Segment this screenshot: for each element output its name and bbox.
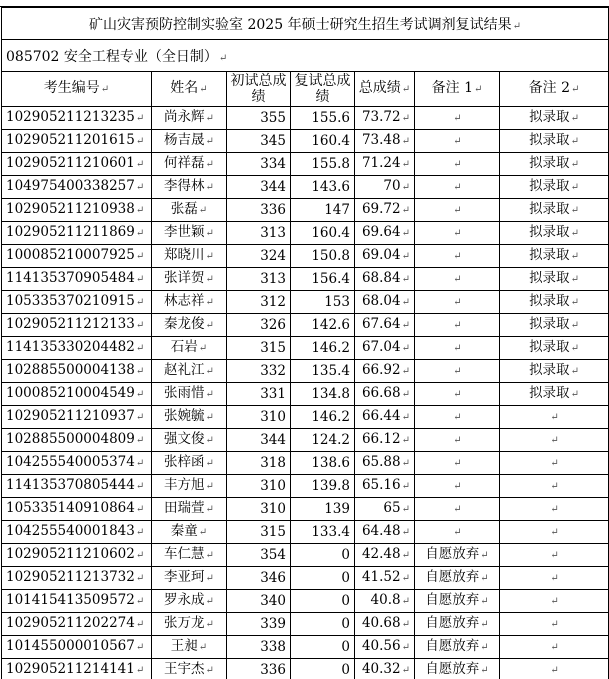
table-row <box>2 613 609 636</box>
cell-note2: 拟录取↵ <box>500 337 609 360</box>
table-row <box>2 130 609 153</box>
cell-initial-score: 346 <box>227 567 291 590</box>
cell-candidate-id: 114135370805444↵ <box>2 475 152 498</box>
cell-note2: 拟录取↵ <box>500 245 609 268</box>
cell-total-score: 65.16↵ <box>355 475 415 498</box>
top-border <box>0 0 609 7</box>
cell-note1: 自愿放弃↵ <box>415 544 500 567</box>
cell-candidate-id: 104255540001843↵ <box>2 521 152 544</box>
cell-initial-score: 344 <box>227 429 291 452</box>
cell-note2: 拟录取↵ <box>500 291 609 314</box>
cell-note2: ↵ <box>500 567 609 590</box>
results-table <box>1 7 609 679</box>
cell-note1: ↵ <box>415 475 500 498</box>
cell-note1: 自愿放弃↵ <box>415 613 500 636</box>
cell-note2: ↵ <box>500 659 609 679</box>
cell-total-score: 66.44↵ <box>355 406 415 429</box>
cell-initial-score: 310 <box>227 475 291 498</box>
table-row <box>2 383 609 406</box>
cell-name: 张雨惜↵ <box>152 383 227 406</box>
cell-retest-score: 134.8 <box>291 383 355 406</box>
cell-name: 杨吉晟↵ <box>152 130 227 153</box>
table-row <box>2 222 609 245</box>
table-row <box>2 406 609 429</box>
cell-total-score: 71.24↵ <box>355 153 415 176</box>
cell-note1: ↵ <box>415 521 500 544</box>
cell-initial-score: 313 <box>227 268 291 291</box>
cell-note2: 拟录取↵ <box>500 199 609 222</box>
cell-note2: ↵ <box>500 590 609 613</box>
cell-candidate-id: 102905211213235↵ <box>2 107 152 130</box>
cell-note2: ↵ <box>500 475 609 498</box>
program-subtitle: 085702 安全工程专业（全日制）↵ <box>2 40 609 72</box>
cell-candidate-id: 102905211214141↵ <box>2 659 152 679</box>
header-name: 姓名↵ <box>152 72 227 107</box>
cell-total-score: 68.84↵ <box>355 268 415 291</box>
cell-candidate-id: 102905211202274↵ <box>2 613 152 636</box>
cell-note2: 拟录取↵ <box>500 268 609 291</box>
cell-total-score: 70↵ <box>355 176 415 199</box>
cell-candidate-id: 104255540005374↵ <box>2 452 152 475</box>
cell-candidate-id: 100085210004549↵ <box>2 383 152 406</box>
cell-retest-score: 156.4 <box>291 268 355 291</box>
cell-name: 丰方旭↵ <box>152 475 227 498</box>
header-note2: 备注 2↵ <box>500 72 609 107</box>
cell-note2: ↵ <box>500 498 609 521</box>
cell-note2: ↵ <box>500 636 609 659</box>
header-retest: 复试总成绩 <box>291 72 355 107</box>
cell-name: 车仁慧↵ <box>152 544 227 567</box>
cell-candidate-id: 102905211213732↵ <box>2 567 152 590</box>
cell-name: 林志祥↵ <box>152 291 227 314</box>
cell-note1: ↵ <box>415 222 500 245</box>
cell-name: 罗永成↵ <box>152 590 227 613</box>
cell-initial-score: 354 <box>227 544 291 567</box>
header-note1: 备注 1↵ <box>415 72 500 107</box>
cell-candidate-id: 102885500004809↵ <box>2 429 152 452</box>
cell-note1: ↵ <box>415 360 500 383</box>
cell-candidate-id: 102905211210937↵ <box>2 406 152 429</box>
cell-total-score: 65.88↵ <box>355 452 415 475</box>
header-row <box>2 72 609 107</box>
cell-total-score: 69.64↵ <box>355 222 415 245</box>
cell-note1: ↵ <box>415 268 500 291</box>
cell-total-score: 67.64↵ <box>355 314 415 337</box>
table-row <box>2 268 609 291</box>
cell-retest-score: 0 <box>291 613 355 636</box>
cell-candidate-id: 105335140910864↵ <box>2 498 152 521</box>
cell-name: 李得林↵ <box>152 176 227 199</box>
cell-retest-score: 124.2 <box>291 429 355 452</box>
cell-candidate-id: 114135330204482↵ <box>2 337 152 360</box>
header-initial: 初试总成绩 <box>227 72 291 107</box>
cell-note1: ↵ <box>415 176 500 199</box>
cell-initial-score: 344 <box>227 176 291 199</box>
cell-note2: 拟录取↵ <box>500 360 609 383</box>
cell-initial-score: 345 <box>227 130 291 153</box>
table-row <box>2 659 609 679</box>
cell-note2: 拟录取↵ <box>500 153 609 176</box>
table-row <box>2 475 609 498</box>
cell-initial-score: 332 <box>227 360 291 383</box>
cell-retest-score: 147 <box>291 199 355 222</box>
table-row <box>2 314 609 337</box>
cell-total-score: 40.8↵ <box>355 590 415 613</box>
cell-retest-score: 133.4 <box>291 521 355 544</box>
cell-retest-score: 143.6 <box>291 176 355 199</box>
cell-candidate-id: 102905211210938↵ <box>2 199 152 222</box>
cell-initial-score: 336 <box>227 199 291 222</box>
cell-name: 张详贺↵ <box>152 268 227 291</box>
table-row <box>2 429 609 452</box>
cell-note1: 自愿放弃↵ <box>415 659 500 679</box>
document-title: 矿山灾害预防控制实验室 2025 年硕士研究生招生考试调剂复试结果↵ <box>2 8 609 40</box>
cell-retest-score: 0 <box>291 544 355 567</box>
cell-note2: ↵ <box>500 406 609 429</box>
cell-note2: ↵ <box>500 521 609 544</box>
cell-note1: ↵ <box>415 291 500 314</box>
cell-initial-score: 338 <box>227 636 291 659</box>
cell-initial-score: 315 <box>227 521 291 544</box>
cell-total-score: 66.12↵ <box>355 429 415 452</box>
table-row <box>2 590 609 613</box>
cell-name: 李世颖↵ <box>152 222 227 245</box>
cell-candidate-id: 101455000010567↵ <box>2 636 152 659</box>
header-id: 考生编号↵ <box>2 72 152 107</box>
table-row <box>2 199 609 222</box>
table-row <box>2 107 609 130</box>
cell-retest-score: 155.6 <box>291 107 355 130</box>
cell-note2: ↵ <box>500 544 609 567</box>
cell-name: 石岩↵ <box>152 337 227 360</box>
cell-total-score: 65↵ <box>355 498 415 521</box>
cell-retest-score: 135.4 <box>291 360 355 383</box>
table-row <box>2 337 609 360</box>
table-row <box>2 176 609 199</box>
cell-retest-score: 155.8 <box>291 153 355 176</box>
cell-total-score: 41.52↵ <box>355 567 415 590</box>
cell-initial-score: 312 <box>227 291 291 314</box>
cell-retest-score: 142.6 <box>291 314 355 337</box>
cell-initial-score: 334 <box>227 153 291 176</box>
cell-initial-score: 326 <box>227 314 291 337</box>
cell-retest-score: 153 <box>291 291 355 314</box>
cell-retest-score: 150.8 <box>291 245 355 268</box>
cell-note1: ↵ <box>415 383 500 406</box>
cell-note1: ↵ <box>415 452 500 475</box>
cell-candidate-id: 102905211201615↵ <box>2 130 152 153</box>
cell-total-score: 73.72↵ <box>355 107 415 130</box>
cell-retest-score: 0 <box>291 659 355 679</box>
table-row <box>2 452 609 475</box>
cell-total-score: 40.56↵ <box>355 636 415 659</box>
table-row <box>2 245 609 268</box>
cell-note1: ↵ <box>415 337 500 360</box>
cell-initial-score: 336 <box>227 659 291 679</box>
cell-retest-score: 0 <box>291 567 355 590</box>
cell-candidate-id: 102905211212133↵ <box>2 314 152 337</box>
cell-total-score: 66.68↵ <box>355 383 415 406</box>
cell-candidate-id: 100085210007925↵ <box>2 245 152 268</box>
cell-note2: 拟录取↵ <box>500 383 609 406</box>
cell-name: 王昶↵ <box>152 636 227 659</box>
cell-candidate-id: 102885500004138↵ <box>2 360 152 383</box>
cell-retest-score: 0 <box>291 590 355 613</box>
cell-note1: ↵ <box>415 199 500 222</box>
cell-note2: 拟录取↵ <box>500 176 609 199</box>
cell-retest-score: 160.4 <box>291 222 355 245</box>
cell-total-score: 40.68↵ <box>355 613 415 636</box>
cell-retest-score: 0 <box>291 636 355 659</box>
cell-total-score: 69.04↵ <box>355 245 415 268</box>
cell-candidate-id: 101415413509572↵ <box>2 590 152 613</box>
cell-name: 张婉毓↵ <box>152 406 227 429</box>
cell-note1: ↵ <box>415 153 500 176</box>
cell-name: 李亚珂↵ <box>152 567 227 590</box>
cell-name: 强文俊↵ <box>152 429 227 452</box>
cell-total-score: 40.32↵ <box>355 659 415 679</box>
cell-candidate-id: 102905211210601↵ <box>2 153 152 176</box>
header-total: 总成绩↵ <box>355 72 415 107</box>
cell-name: 张梓函↵ <box>152 452 227 475</box>
cell-name: 郑晓川↵ <box>152 245 227 268</box>
cell-initial-score: 339 <box>227 613 291 636</box>
table-row <box>2 636 609 659</box>
cell-candidate-id: 104975400338257↵ <box>2 176 152 199</box>
cell-initial-score: 318 <box>227 452 291 475</box>
cell-name: 张万龙↵ <box>152 613 227 636</box>
cell-initial-score: 313 <box>227 222 291 245</box>
cell-note2: 拟录取↵ <box>500 222 609 245</box>
cell-note1: 自愿放弃↵ <box>415 590 500 613</box>
cell-note2: 拟录取↵ <box>500 130 609 153</box>
cell-candidate-id: 114135370905484↵ <box>2 268 152 291</box>
cell-note1: ↵ <box>415 314 500 337</box>
cell-note1: ↵ <box>415 429 500 452</box>
cell-note1: ↵ <box>415 130 500 153</box>
cell-note1: ↵ <box>415 406 500 429</box>
cell-note2: 拟录取↵ <box>500 314 609 337</box>
cell-retest-score: 146.2 <box>291 337 355 360</box>
cell-note1: 自愿放弃↵ <box>415 567 500 590</box>
table-row <box>2 498 609 521</box>
cell-initial-score: 315 <box>227 337 291 360</box>
cell-initial-score: 324 <box>227 245 291 268</box>
table-row <box>2 153 609 176</box>
cell-initial-score: 355 <box>227 107 291 130</box>
cell-note2: ↵ <box>500 429 609 452</box>
cell-note1: 自愿放弃↵ <box>415 636 500 659</box>
cell-retest-score: 160.4 <box>291 130 355 153</box>
cell-name: 王宇杰↵ <box>152 659 227 679</box>
cell-total-score: 73.48↵ <box>355 130 415 153</box>
cell-total-score: 69.72↵ <box>355 199 415 222</box>
table-row <box>2 360 609 383</box>
cell-name: 张磊↵ <box>152 199 227 222</box>
cell-note1: ↵ <box>415 498 500 521</box>
cell-total-score: 64.48↵ <box>355 521 415 544</box>
cell-total-score: 67.04↵ <box>355 337 415 360</box>
cell-note2: ↵ <box>500 452 609 475</box>
cell-retest-score: 138.6 <box>291 452 355 475</box>
cell-initial-score: 310 <box>227 498 291 521</box>
cell-note1: ↵ <box>415 107 500 130</box>
cell-candidate-id: 102905211210602↵ <box>2 544 152 567</box>
cell-retest-score: 139 <box>291 498 355 521</box>
cell-retest-score: 139.8 <box>291 475 355 498</box>
cell-note2: 拟录取↵ <box>500 107 609 130</box>
cell-initial-score: 340 <box>227 590 291 613</box>
table-row <box>2 291 609 314</box>
cell-initial-score: 331 <box>227 383 291 406</box>
cell-note1: ↵ <box>415 245 500 268</box>
cell-name: 秦龙俊↵ <box>152 314 227 337</box>
cell-total-score: 66.92↵ <box>355 360 415 383</box>
table-row <box>2 544 609 567</box>
cell-initial-score: 310 <box>227 406 291 429</box>
cell-name: 尚永辉↵ <box>152 107 227 130</box>
cell-candidate-id: 102905211211869↵ <box>2 222 152 245</box>
cell-note2: ↵ <box>500 613 609 636</box>
cell-name: 秦童↵ <box>152 521 227 544</box>
table-row <box>2 521 609 544</box>
cell-name: 何祥磊↵ <box>152 153 227 176</box>
cell-total-score: 68.04↵ <box>355 291 415 314</box>
table-body <box>2 107 609 679</box>
cell-retest-score: 146.2 <box>291 406 355 429</box>
cell-candidate-id: 105335370210915↵ <box>2 291 152 314</box>
cell-name: 赵礼江↵ <box>152 360 227 383</box>
cell-name: 田瑞萱↵ <box>152 498 227 521</box>
table-row <box>2 567 609 590</box>
cell-total-score: 42.48↵ <box>355 544 415 567</box>
